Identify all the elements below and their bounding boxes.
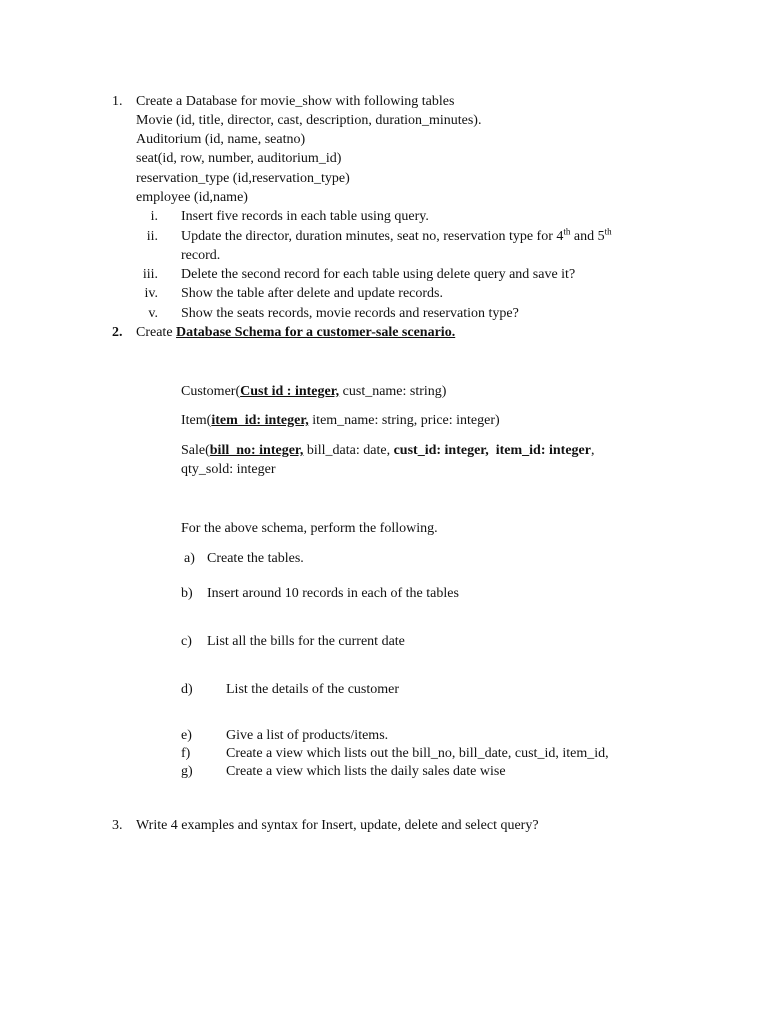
q1-table-seat: seat(id, row, number, auditorium_id) (136, 151, 342, 166)
q2-heading: Create Database Schema for a customer-sale scenario. (136, 325, 456, 340)
q1-task-text-continuation: record. (181, 248, 221, 263)
q1-task-numeral: iii. (142, 267, 158, 282)
q1-task-text: Show the table after delete and update records. (181, 286, 444, 301)
q2-item-text: List the details of the customer (226, 682, 400, 697)
q2-item-text: Give a list of products/items. (226, 728, 389, 743)
q2-item-label: e) (181, 728, 192, 743)
q2-item-label: g) (181, 764, 193, 779)
schema-customer: Customer(Cust id : integer, cust_name: string) (181, 384, 447, 399)
schema-item: Item(item_id: integer, item_name: string, price: integer) (181, 413, 500, 428)
q3-text: Write 4 examples and syntax for Insert, update, delete and select query? (136, 818, 539, 833)
q2-item-label: d) (181, 682, 193, 697)
q2-number: 2. (112, 325, 123, 340)
q2-item-text: List all the bills for the current date (207, 634, 405, 649)
q1-table-reservation-type: reservation_type (id,reservation_type) (136, 171, 350, 186)
q2-intro: For the above schema, perform the following. (181, 521, 438, 536)
schema-sale: Sale(bill_no: integer, bill_data: date, cust_id: integer, item_id: integer, (181, 443, 595, 458)
q1-task-text: Insert five records in each table using query. (181, 209, 429, 224)
q1-task-numeral: i. (150, 209, 158, 224)
q2-item-text: Create a view which lists the daily sales date wise (226, 764, 506, 779)
q2-item-text: Insert around 10 records in each of the tables (207, 586, 459, 601)
q2-item-text: Create a view which lists out the bill_no, bill_date, cust_id, item_id, (226, 746, 609, 761)
q1-title: Create a Database for movie_show with following tables (136, 94, 455, 109)
q1-table-auditorium: Auditorium (id, name, seatno) (136, 132, 306, 147)
q1-task-text: Update the director, duration minutes, seat no, reservation type for 4th and 5th (181, 226, 612, 244)
q2-item-label: f) (181, 746, 191, 761)
q2-item-label: a) (184, 551, 195, 566)
q1-task-text: Show the seats records, movie records and reservation type? (181, 306, 519, 321)
q1-table-movie: Movie (id, title, director, cast, description, duration_minutes). (136, 113, 482, 128)
q1-task-numeral: v. (148, 306, 158, 321)
q1-table-employee: employee (id,name) (136, 190, 248, 205)
q1-task-numeral: ii. (146, 229, 158, 244)
q1-task-text: Delete the second record for each table using delete query and save it? (181, 267, 576, 282)
schema-sale-continuation: qty_sold: integer (181, 462, 276, 477)
q3-number: 3. (112, 818, 123, 833)
q2-item-text: Create the tables. (207, 551, 304, 566)
q2-item-label: c) (181, 634, 192, 649)
q2-item-label: b) (181, 586, 193, 601)
q1-task-numeral: iv. (144, 286, 158, 301)
q1-number: 1. (112, 94, 123, 109)
